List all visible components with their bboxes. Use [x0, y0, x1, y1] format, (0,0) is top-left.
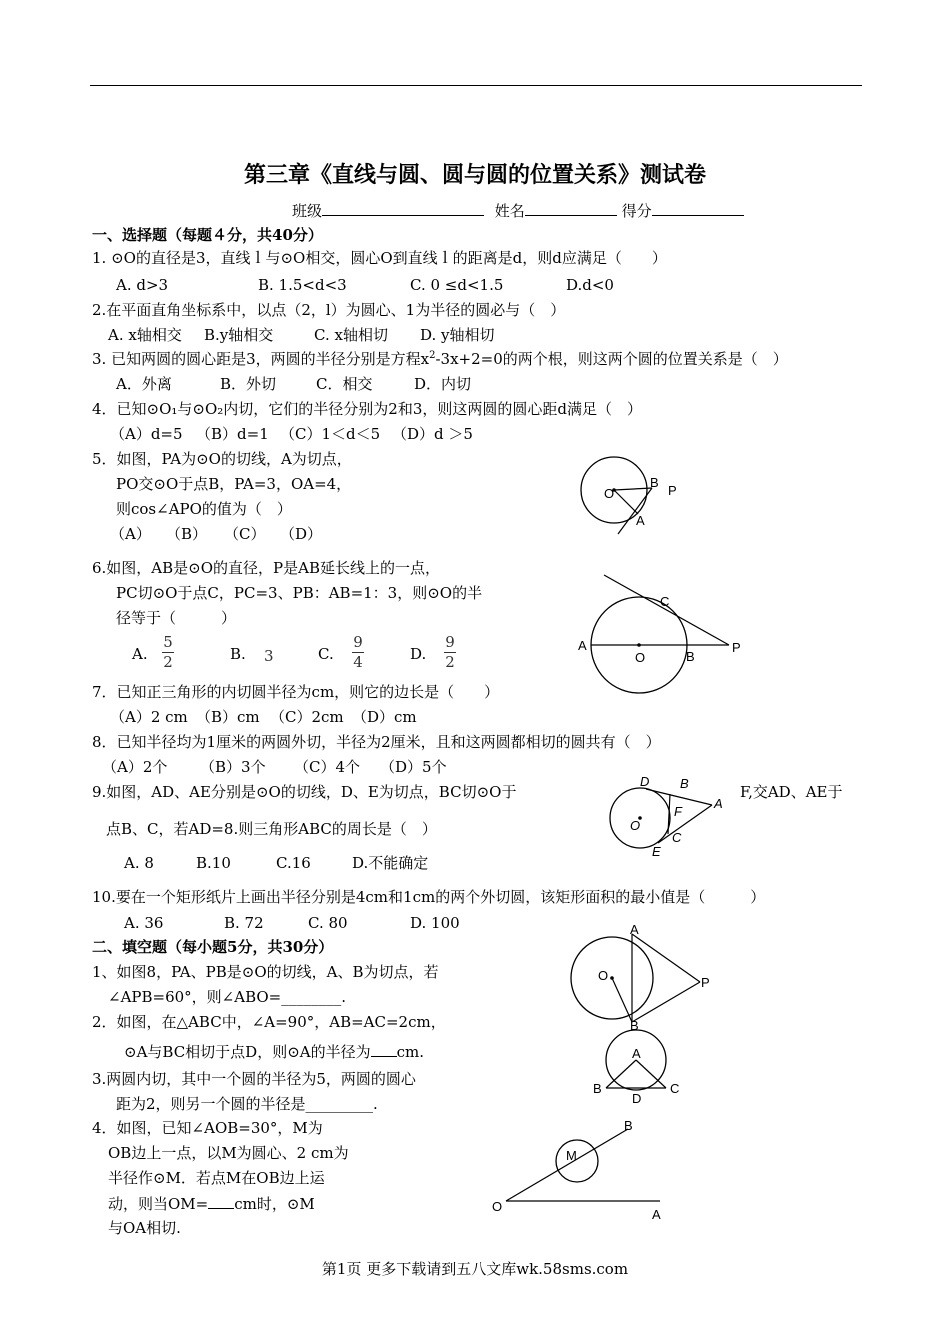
q6-line2: PC切⊙O于点C，PC=3、PB：AB=1：3，则⊙O的半: [116, 584, 483, 602]
name-blank[interactable]: [525, 201, 617, 216]
q8-option-d[interactable]: （D）5个: [380, 758, 447, 776]
figure-q5: [570, 450, 690, 540]
q3-sup: 2: [429, 350, 436, 361]
q5-label-b: B: [650, 475, 659, 490]
section-fill-heading: 二、填空题（每小题5分，共30分）: [92, 938, 334, 956]
q6-option-a[interactable]: A.: [132, 645, 148, 663]
page-footer: 第1页 更多下载请到五八文库wk.58sms.com: [321, 1260, 629, 1278]
f2-label-d: D: [632, 1091, 642, 1106]
q3-option-d[interactable]: D．内切: [414, 375, 472, 393]
q5-line3: 则cos∠APO的值为（ ）: [116, 500, 292, 518]
q5-option-c[interactable]: （C）: [224, 525, 266, 543]
q3-stem: [92, 350, 788, 368]
f4-line1: 4．如图，已知∠AOB=30°，M为: [92, 1119, 323, 1137]
f1-center-dot: [610, 976, 614, 980]
q5-label-o: O: [604, 486, 615, 501]
q6-frac-a-den: 2: [163, 653, 173, 671]
f1-line1: 1、如图8，PA、PB是⊙O的切线，A、B为切点，若: [92, 963, 439, 981]
class-blank[interactable]: [322, 201, 484, 216]
q5-segment-oa: [614, 490, 638, 514]
q5-line1: 5．如图，PA为⊙O的切线，A为切点，: [92, 450, 352, 468]
q6-line3: 径等于（ ）: [116, 609, 237, 627]
figure-f1: [560, 922, 720, 1032]
q2-option-b[interactable]: B.y轴相交: [204, 326, 274, 344]
f1-line2: ∠APB=60°，则∠ABO=________.: [108, 988, 347, 1006]
f1-label-p: P: [701, 975, 710, 990]
q10-option-d[interactable]: D. 100: [410, 914, 460, 932]
q2-option-c[interactable]: C. x轴相切: [314, 326, 388, 344]
f2-line2a: ⊙A与BC相切于点D，则⊙A的半径为: [124, 1043, 371, 1061]
q9-label-c: C: [672, 830, 682, 845]
q9-label-b: B: [680, 776, 689, 791]
q6-label-o: O: [635, 650, 646, 665]
score-label: 得分: [621, 202, 652, 220]
figure-f2: [590, 1026, 690, 1106]
q9-option-c[interactable]: C.16: [276, 854, 311, 872]
q6-value-b: 3: [264, 647, 274, 665]
q8-option-c[interactable]: （C）4个: [294, 758, 361, 776]
q5-line2: PO交⊙O于点B，PA=3，OA=4，: [116, 475, 352, 493]
q3-option-b[interactable]: B．外切: [220, 375, 277, 393]
q7-option-a[interactable]: （A）2 cm: [110, 708, 188, 726]
f1-tangent-pb: [632, 982, 700, 1022]
q9-label-e: E: [652, 844, 661, 859]
q1-option-c[interactable]: C. 0 ≤d<1.5: [410, 276, 504, 294]
q9-label-f: F: [674, 804, 682, 819]
q1-stem: 1. ⊙O的直径是3，直线ｌ与⊙O相交，圆心O到直线ｌ的距离是d，则d应满足（ ）: [92, 249, 667, 267]
f4-label-o: O: [492, 1199, 503, 1214]
q6-tangent-pc: [604, 575, 729, 645]
q6-option-c[interactable]: C.: [318, 645, 334, 663]
class-label: 班级: [292, 202, 323, 220]
f3-line1: 3.两圆内切，其中一个圆的半径为5，两圆的圆心: [92, 1070, 416, 1088]
page-title: 第三章《直线与圆、圆与圆的位置关系》测试卷: [243, 163, 706, 188]
q7-stem: 7．已知正三角形的内切圆半径为cm，则它的边长是（ ）: [92, 683, 500, 701]
q5-tangent-pa: [618, 488, 652, 534]
q9-option-d[interactable]: D.不能确定: [352, 854, 429, 872]
q8-option-b[interactable]: （B）3个: [200, 758, 266, 776]
f1-radius-ob: [612, 978, 632, 1022]
q4-option-a[interactable]: （A）d=5: [110, 425, 183, 443]
f2-side-ac: [636, 1060, 666, 1088]
q3-option-a[interactable]: A．外离: [116, 375, 172, 393]
q2-option-a[interactable]: A. x轴相交: [108, 326, 182, 344]
f2-label-c: C: [670, 1081, 680, 1096]
q6-label-a: A: [578, 638, 587, 653]
f2-line2b: cm.: [396, 1043, 425, 1061]
q5-option-a[interactable]: （A）: [110, 525, 151, 543]
q6-center-dot: [637, 643, 641, 647]
header-rule: [90, 85, 862, 86]
f4-line4: [108, 1194, 315, 1213]
q6-line1: 6.如图，AB是⊙O的直径，P是AB延长线上的一点，: [92, 559, 440, 577]
q9-line1a: 9.如图，AD、AE分别是⊙O的切线，D、E为切点，BC切⊙O于: [92, 783, 517, 801]
q8-option-a[interactable]: （A）2个: [102, 758, 168, 776]
section-choice-heading: 一、选择题（每题４分，共40分）: [92, 226, 323, 244]
q6-frac-c-den: 4: [353, 653, 363, 671]
q6-label-b: B: [686, 649, 695, 664]
q6-frac-a-num: 5: [163, 633, 173, 651]
q6-frac-d-num: 9: [445, 633, 455, 651]
f4-line5: 与OA相切.: [108, 1219, 181, 1237]
f4-label-b: B: [624, 1118, 633, 1133]
q10-option-a[interactable]: A. 36: [124, 914, 164, 932]
f4-line4a: 动，则当OM=: [108, 1195, 209, 1213]
q6-frac-d: [444, 634, 456, 671]
q6-label-c: C: [660, 594, 670, 609]
q6-option-b[interactable]: B.: [230, 645, 246, 663]
q6-frac-d-den: 2: [445, 653, 455, 671]
f4-label-m: M: [566, 1148, 577, 1163]
f4-label-a: A: [652, 1207, 661, 1222]
q6-frac-c-num: 9: [353, 633, 363, 651]
q7-option-b[interactable]: （B）cm: [196, 708, 260, 726]
q4-option-b[interactable]: （B）d=1: [196, 425, 269, 443]
q3-stem-b: -3x+2=0的两个根，则这两个圆的位置关系是（ ）: [435, 350, 788, 368]
q6-option-d[interactable]: D.: [410, 645, 427, 663]
q9-line2: 点B、C，若AD=8.则三角形ABC的周长是（ ）: [106, 820, 437, 838]
f2-answer-blank[interactable]: [371, 1042, 397, 1057]
f2-line1: 2．如图，在△ABC中，∠A=90°，AB=AC=2cm，: [92, 1013, 446, 1031]
f1-label-o: O: [598, 968, 609, 983]
q5-label-a: A: [636, 513, 645, 528]
q3-option-c[interactable]: C．相交: [316, 375, 373, 393]
f1-label-b: B: [630, 1018, 639, 1033]
q10-option-b[interactable]: B. 72: [224, 914, 264, 932]
figure-q9: [600, 772, 730, 862]
q9-tangent-ae: [658, 805, 712, 843]
q7-option-c[interactable]: （C）2cm: [270, 708, 344, 726]
name-label: 姓名: [494, 202, 525, 220]
q1-option-a[interactable]: A. d>3: [116, 276, 169, 294]
q9-label-a: A: [714, 796, 723, 811]
q10-stem: 10.要在一个矩形纸片上画出半径分别是4cm和1cm的两个外切圆，该矩形面积的最小值是（ ）: [92, 888, 766, 906]
f4-circle-m: [556, 1140, 598, 1182]
q9-option-a[interactable]: A. 8: [124, 854, 154, 872]
q9-option-b[interactable]: B.10: [196, 854, 231, 872]
q5-segment-op: [614, 488, 652, 490]
q5-option-b[interactable]: （B）: [166, 525, 208, 543]
f3-line2: 距为2，则另一个圆的半径是_________.: [116, 1095, 378, 1113]
q4-option-d[interactable]: （D）d ＞5: [392, 425, 473, 443]
q2-stem: 2.在平面直角坐标系中，以点（2，l）为圆心、1为半径的圆必与（ ）: [92, 301, 566, 319]
q6-label-p: P: [732, 640, 741, 655]
q9-line1b: F,交AD、AE于: [740, 783, 843, 801]
f2-side-ab: [606, 1060, 636, 1088]
student-info: [292, 201, 744, 220]
q2-option-d[interactable]: D. y轴相切: [420, 326, 495, 344]
q1-option-b[interactable]: B. 1.5<d<3: [258, 276, 347, 294]
q8-stem: 8．已知半径均为1厘米的两圆外切，半径为2厘米，且和这两圆都相切的圆共有（ ）: [92, 733, 661, 751]
q6-frac-a: [162, 634, 174, 671]
q9-label-o: O: [630, 818, 641, 833]
f4-ray-ob: [506, 1129, 628, 1201]
q5-label-p: P: [668, 483, 677, 498]
q1-option-d[interactable]: D.d<0: [566, 276, 614, 294]
f2-label-b: B: [593, 1081, 602, 1096]
figure-f4: [488, 1115, 678, 1225]
q10-option-c[interactable]: C. 80: [308, 914, 348, 932]
f2-label-a: A: [632, 1046, 641, 1061]
f4-line4b: cm时，⊙M: [234, 1195, 315, 1213]
f1-label-a: A: [630, 922, 639, 937]
f1-tangent-pa: [632, 934, 700, 982]
q5-option-d[interactable]: （D）: [280, 525, 323, 543]
q9-tangent-ad: [646, 789, 712, 805]
f4-line2: OB边上一点，以M为圆心、2 cm为: [108, 1144, 349, 1162]
q6-frac-c: [352, 634, 364, 671]
q7-option-d[interactable]: （D）cm: [352, 708, 417, 726]
q9-label-d: D: [640, 774, 650, 789]
f4-answer-blank[interactable]: [208, 1194, 234, 1209]
q4-option-c[interactable]: （C）1＜d＜5: [280, 425, 381, 443]
score-blank[interactable]: [652, 201, 744, 216]
q3-stem-a: 3. 已知两圆的圆心距是3，两圆的半径分别是方程x: [92, 350, 430, 368]
f4-line3: 半径作⊙M．若点M在OB边上运: [108, 1169, 325, 1187]
figure-q6: [574, 570, 754, 695]
f2-line2: [124, 1042, 424, 1061]
q4-stem: 4．已知⊙O₁与⊙O₂内切，它们的半径分别为2和3，则这两圆的圆心距d满足（ ）: [92, 400, 642, 418]
